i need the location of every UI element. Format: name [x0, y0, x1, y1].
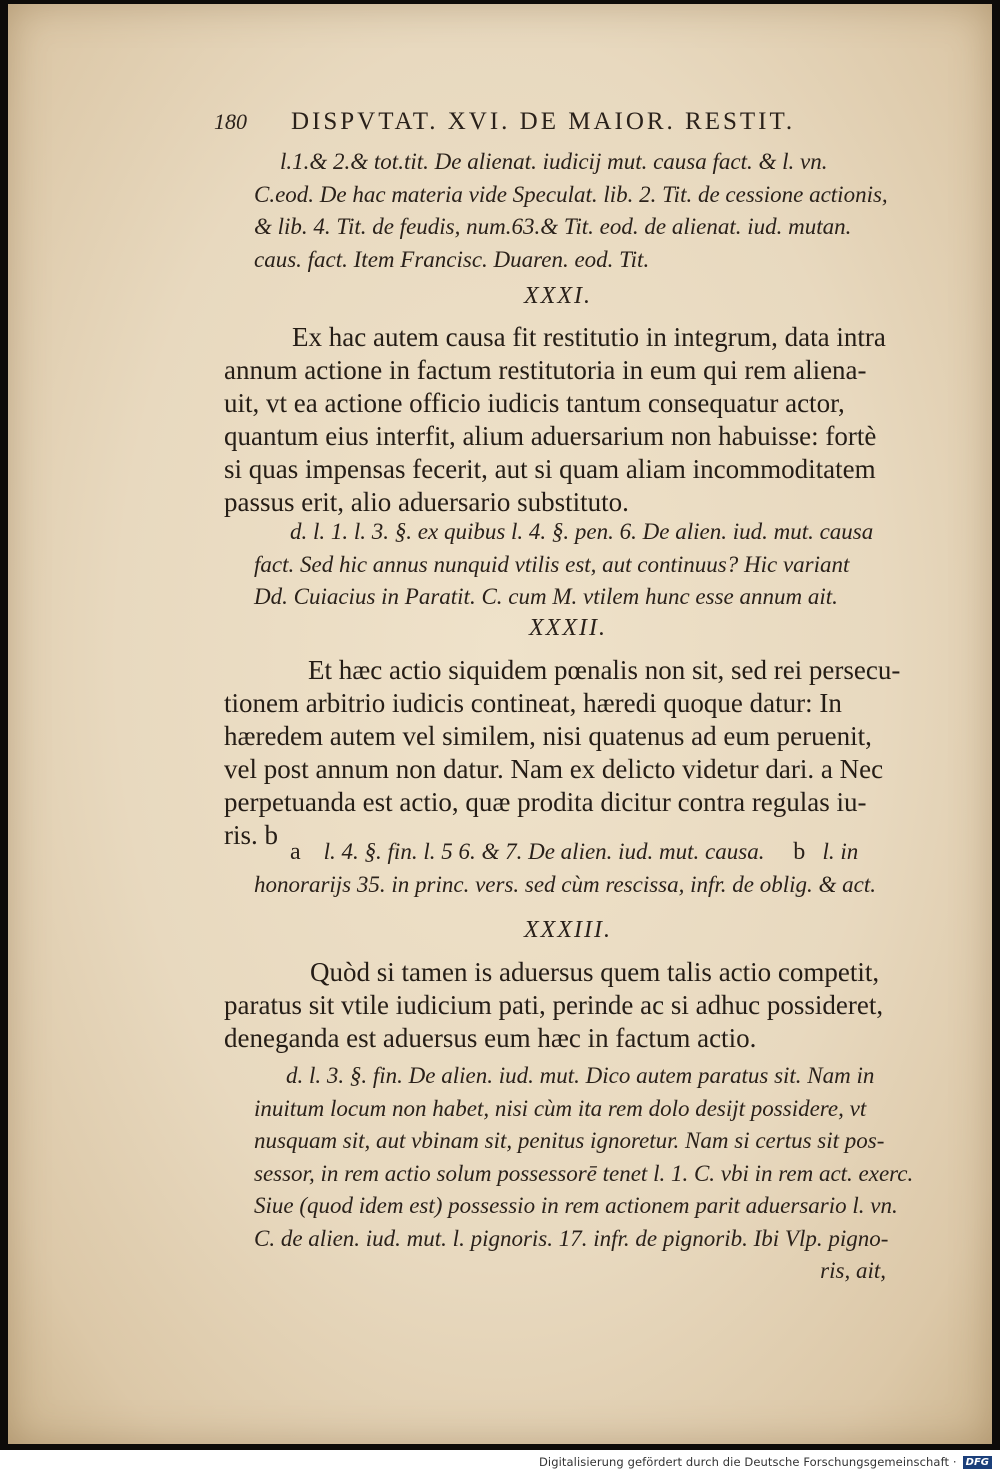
note-line: Siue (quod idem est) possessio in rem actionem parit aduersario l. vn. [254, 1193, 898, 1218]
note-line: d. l. 1. l. 3. §. ex quibus l. 4. §. pen. 6. De alien. iud. mut. causa [290, 519, 874, 544]
section-note-33 [254, 1060, 954, 1288]
text-line: Ex hac autem causa fit restitutio in integrum, data intra [292, 322, 886, 352]
footnote-b-marker: b [793, 839, 806, 865]
text-line: si quas impensas fecerit, aut si quam aliam incommoditatem [224, 454, 876, 484]
section-heading-32: XXXII. [529, 615, 607, 641]
page-number: 180 [214, 109, 247, 134]
dfg-footer [0, 1450, 1000, 1474]
section-heading-31: XXXI. [524, 283, 592, 309]
note-line: C.eod. De hac materia vide Speculat. lib. 2. Tit. de cessione actionis, [254, 181, 888, 207]
footnote-a-text: l. 4. §. fin. l. 5 6. & 7. De alien. iud. mut. causa. [323, 839, 765, 864]
section-note-31 [254, 516, 954, 614]
footnote-line: honorarijs 35. in princ. vers. sed cùm rescissa, infr. de oblig. & act. [254, 871, 877, 897]
section-footnotes-32 [254, 836, 954, 901]
text-line: tionem arbitrio iudicis contineat, hæredi quoque datur: In [224, 688, 842, 718]
note-line: C. de alien. iud. mut. l. pignoris. 17. infr. de pignorib. Ibi Vlp. pigno- [254, 1225, 889, 1251]
note-line: fact. Sed hic annus nunquid vtilis est, aut continuus? Hic variant [254, 551, 850, 577]
section-heading-33: XXXIII. [524, 917, 612, 943]
text-line: vel post annum non datur. Nam ex delicto videtur dari. a Nec [224, 754, 884, 784]
section-text-32 [224, 654, 954, 852]
note-line: nusquam sit, aut vbinam sit, penitus ignoretur. Nam si certus sit pos- [254, 1128, 885, 1153]
text-line: Et hæc actio siquidem pœnalis non sit, sed rei persecu- [308, 655, 901, 685]
section-text-33 [224, 956, 954, 1055]
text-line: uit, vt ea actione officio iudicis tantum consequatur actor, [224, 388, 845, 418]
dfg-credit: Digitalisierung gefördert durch die Deutsche Forschungsgemeinschaft · [538, 1455, 957, 1469]
text-line: perpetuanda est actio, quæ prodita dicitur contra regulas iu- [224, 787, 867, 817]
text-line: annum actione in factum restitutoria in eum qui rem aliena- [224, 355, 867, 385]
note-line: sessor, in rem actio solum possessorē tenet l. 1. C. vbi in rem act. exerc. [254, 1160, 914, 1186]
text-line: quantum eius interfit, alium aduersarium non habuisse: fortè [224, 421, 877, 451]
footnote-line [254, 836, 954, 869]
text-line: paratus sit vtile iudicium pati, perinde ac si adhuc possideret, [224, 990, 884, 1020]
footnote-b-text: l. in [822, 839, 859, 864]
note-line: l.1.& 2.& tot.tit. De alienat. iudicij mut. causa fact. & l. vn. [280, 149, 828, 174]
note-line: Dd. Cuiacius in Paratit. C. cum M. vtilem hunc esse annum ait. [254, 584, 838, 609]
text-line: hæredem autem vel similem, nisi quatenus ad eum peruenit, [224, 721, 872, 751]
dfg-logo-icon: DFG [963, 1456, 992, 1469]
text-line: deneganda est aduersus eum hæc in factum actio. [224, 1023, 757, 1053]
text-line: passus erit, alio aduersario substituto. [224, 487, 629, 517]
footnote-a-marker: a [290, 839, 301, 865]
running-title: DISPVTAT. XVI. DE MAIOR. RESTIT. [291, 108, 796, 135]
text-line: ris. b [224, 820, 278, 850]
book-page [8, 4, 992, 1444]
intro-note [254, 146, 954, 276]
text-line: Quòd si tamen is aduersus quem talis actio competit, [310, 957, 880, 987]
note-line: d. l. 3. §. fin. De alien. iud. mut. Dico autem paratus sit. Nam in [286, 1063, 875, 1088]
running-header [214, 108, 854, 136]
note-line: & lib. 4. Tit. de feudis, num.63.& Tit. eod. de alienat. iud. mutan. [254, 214, 852, 239]
section-text-31 [224, 321, 954, 519]
note-line: inuitum locum non habet, nisi cùm ita rem dolo desijt possidere, vt [254, 1095, 867, 1121]
note-line: caus. fact. Item Francisc. Duaren. eod. Tit. [254, 246, 650, 272]
catchword: ris, ait, [820, 1258, 886, 1283]
